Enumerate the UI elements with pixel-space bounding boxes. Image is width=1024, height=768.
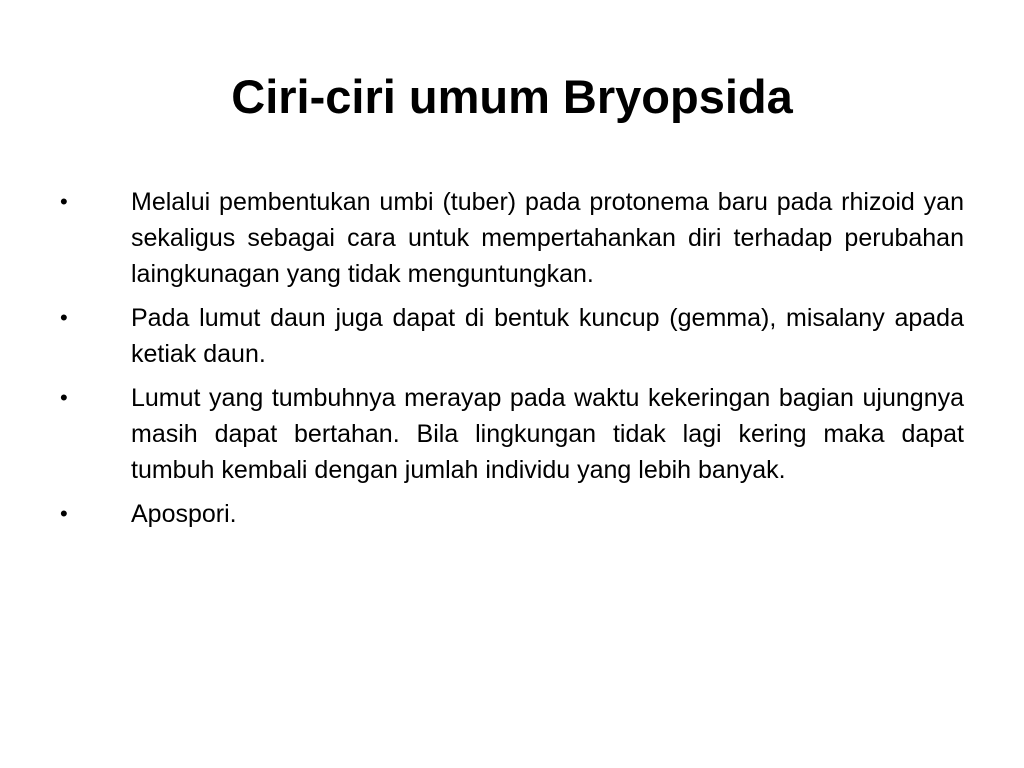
bullet-text: Pada lumut daun juga dapat di bentuk kuncup (gemma), misalany apada ketiak daun.	[131, 304, 964, 368]
bullet-list	[60, 184, 964, 540]
bullet-item	[60, 184, 964, 292]
bullet-item	[60, 300, 964, 372]
slide-title: Ciri-ciri umum Bryopsida	[231, 70, 793, 123]
bullet-item	[60, 496, 964, 532]
bullet-text: Lumut yang tumbuhnya merayap pada waktu kekeringan bagian ujungnya masih dapat bertahan. Bila lingkungan tidak lagi kering maka dapat tumbuh kembali dengan jumlah individu yang lebih banyak.	[131, 384, 964, 484]
bullet-dot-icon: •	[60, 501, 68, 526]
bullet-dot-icon: •	[60, 189, 68, 214]
bullet-dot-icon: •	[60, 385, 68, 410]
bullet-text: Melalui pembentukan umbi (tuber) pada protonema baru pada rhizoid yan sekaligus sebagai cara untuk mempertahankan diri terhadap perubahan laingkunagan yang tidak menguntungkan.	[131, 188, 964, 288]
bullet-dot-icon: •	[60, 305, 68, 330]
bullet-item	[60, 380, 964, 488]
bullet-text: Apospori.	[131, 500, 237, 528]
